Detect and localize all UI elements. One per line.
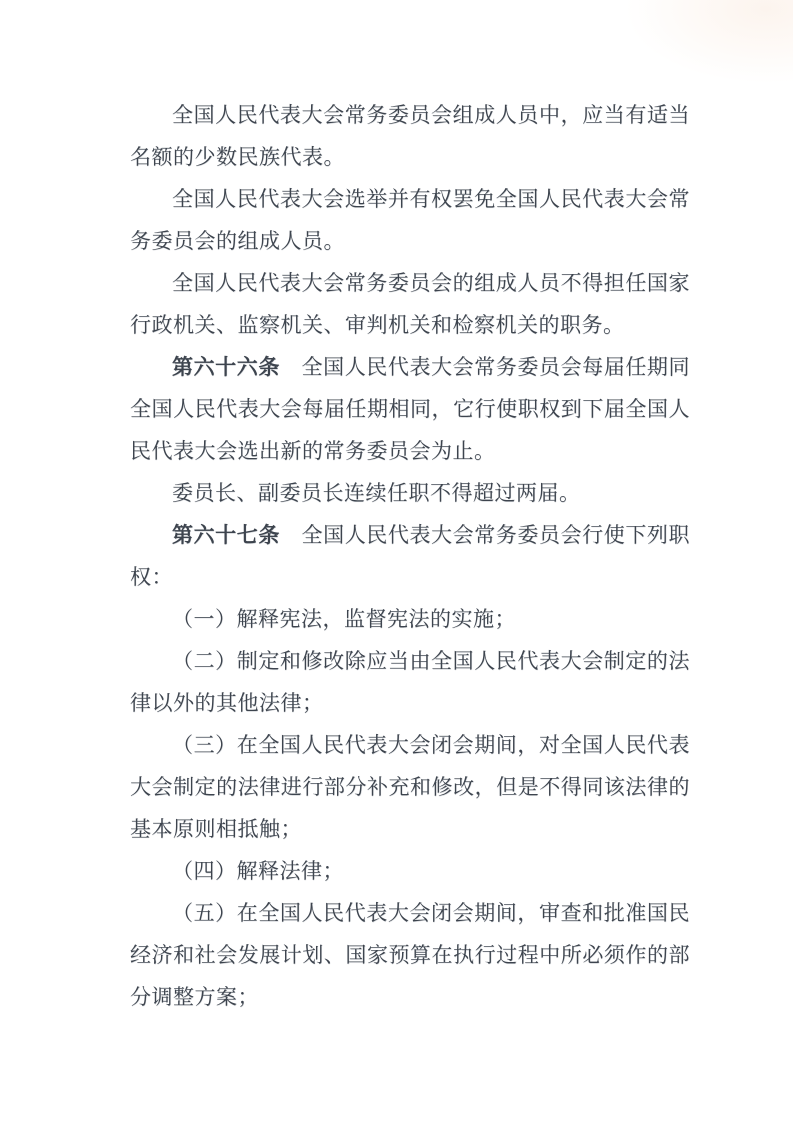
body-paragraph xyxy=(130,850,690,892)
article-paragraph xyxy=(130,346,690,472)
body-paragraph xyxy=(130,640,690,724)
body-paragraph xyxy=(130,472,690,514)
body-paragraph xyxy=(130,262,690,346)
body-paragraph xyxy=(130,724,690,850)
paragraph-text: （五）在全国人民代表大会闭会期间，审查和批准国民经济和社会发展计划、国家预算在执行过程中所必须作的部分调整方案； xyxy=(130,901,690,1009)
body-paragraph xyxy=(130,598,690,640)
paragraph-text: 全国人民代表大会常务委员会的组成人员不得担任国家行政机关、监察机关、审判机关和检察机关的职务。 xyxy=(130,271,690,337)
paragraph-text: （二）制定和修改除应当由全国人民代表大会制定的法律以外的其他法律； xyxy=(130,649,690,715)
body-paragraph xyxy=(130,892,690,1018)
paragraph-text: （四）解释法律； xyxy=(172,859,344,883)
paragraph-text: 全国人民代表大会常务委员会组成人员中，应当有适当名额的少数民族代表。 xyxy=(130,103,690,169)
paragraph-text: 全国人民代表大会常务委员会每届任期同全国人民代表大会每届任期相同，它行使职权到下届全国人民代表大会选出新的常务委员会为止。 xyxy=(130,355,691,463)
paragraph-text: 全国人民代表大会常务委员会行使下列职权： xyxy=(130,523,691,589)
paragraph-text: 全国人民代表大会选举并有权罢免全国人民代表大会常务委员会的组成人员。 xyxy=(130,187,690,253)
article-paragraph xyxy=(130,514,690,598)
scan-smudge xyxy=(613,0,793,90)
paragraph-text: （三）在全国人民代表大会闭会期间，对全国人民代表大会制定的法律进行部分补充和修改，但是不得同该法律的基本原则相抵触； xyxy=(130,733,690,841)
document-body xyxy=(130,94,690,1018)
body-paragraph xyxy=(130,178,690,262)
article-number: 第六十六条 xyxy=(172,355,280,379)
body-paragraph xyxy=(130,94,690,178)
paragraph-text: 委员长、副委员长连续任职不得超过两届。 xyxy=(172,481,581,505)
paragraph-text: （一）解释宪法，监督宪法的实施； xyxy=(172,607,516,631)
article-number: 第六十七条 xyxy=(172,523,280,547)
